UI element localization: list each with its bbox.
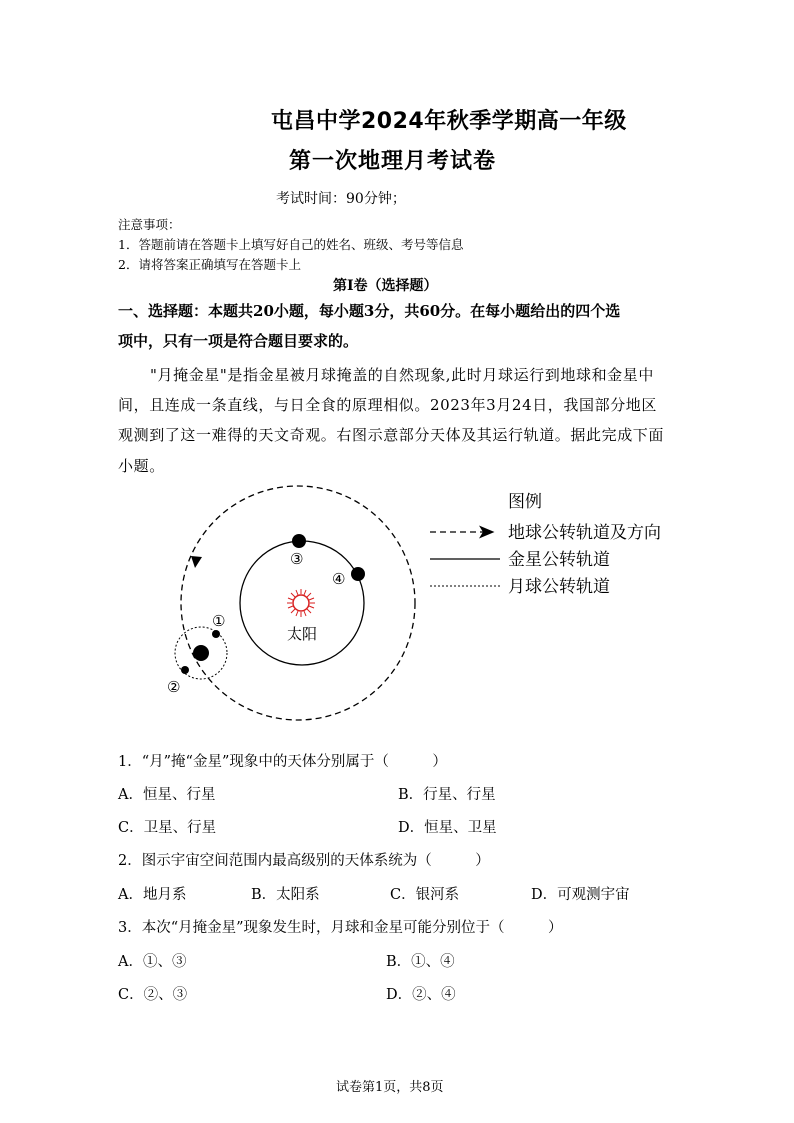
question-2-option-d: D．可观测宇宙 — [531, 887, 630, 903]
question-1-option-a: A．恒星、行星 — [118, 787, 216, 803]
marker-4: ④ — [332, 570, 346, 588]
passage-line3: 观测到了这一难得的天文奇观。右图示意部分天体及其运行轨道。据此完成下面 — [118, 426, 665, 444]
question-2-stem: 2．图示宇宙空间范围内最高级别的天体系统为（ ） — [118, 853, 490, 869]
exam-title-line2: 第一次地理月考试卷 — [289, 149, 497, 174]
passage-line1: "月掩金星"是指金星被月球掩盖的自然现象,此时月球运行到地球和金星中 — [150, 366, 654, 384]
question-1-stem: 1．“月”掩“金星”现象中的天体分别属于（ ） — [118, 754, 447, 770]
question-3-option-b: B．①、④ — [386, 954, 455, 970]
question-3-option-a: A．①、③ — [118, 954, 187, 970]
section-instruction-line2: 项中，只有一项是符合题目要求的。 — [118, 332, 359, 350]
moon-position-1 — [212, 630, 220, 638]
question-1-option-b: B．行星、行星 — [398, 787, 496, 803]
sun-label: 太阳 — [287, 625, 318, 643]
question-2-option-a: A．地月系 — [118, 887, 187, 903]
marker-1: ① — [212, 612, 226, 630]
page-footer: 试卷第1页，共8页 — [336, 1080, 444, 1095]
earth-orbit — [181, 486, 415, 720]
question-3-stem: 3．本次“月掩金星”现象发生时，月球和金星可能分别位于（ ） — [118, 920, 563, 936]
question-1-option-c: C．卫星、行星 — [118, 820, 217, 836]
legend-earth: 地球公转轨道及方向 — [508, 523, 661, 543]
legend-venus: 金星公转轨道 — [508, 550, 610, 570]
venus-position-3 — [292, 534, 306, 548]
notes-item-2: 2．请将答案正确填写在答题卡上 — [118, 257, 301, 272]
question-2-option-c: C．银河系 — [390, 887, 460, 903]
marker-3: ③ — [290, 550, 304, 568]
sun-icon — [287, 589, 315, 617]
section-title: 第I卷（选择题） — [333, 278, 438, 294]
exam-title-line1: 屯昌中学2024年秋季学期高一年级 — [271, 109, 627, 134]
exam-time: 考试时间：90分钟； — [276, 191, 406, 207]
marker-2: ② — [167, 678, 181, 696]
notes-item-1: 1．答题前请在答题卡上填写好自己的姓名、班级、考号等信息 — [118, 237, 464, 252]
legend-title: 图例 — [508, 492, 542, 512]
moon-position-2 — [181, 666, 189, 674]
passage-line4: 小题。 — [118, 457, 165, 475]
notes-heading: 注意事项： — [118, 217, 181, 232]
question-2-option-b: B．太阳系 — [251, 887, 320, 903]
earth-orbit-direction-arrow-icon — [191, 556, 202, 568]
question-3-option-d: D．②、④ — [386, 987, 456, 1003]
passage-line2: 间，且连成一条直线，与日全食的原理相似。2023年3月24日，我国部分地区 — [118, 396, 658, 414]
question-1-option-d: D．恒星、卫星 — [398, 820, 497, 836]
legend-moon: 月球公转轨道 — [508, 577, 610, 597]
earth — [193, 645, 209, 661]
section-instruction-line1: 一、选择题：本题共20小题，每小题3分，共60分。在每小题给出的四个选 — [118, 302, 621, 320]
question-3-option-c: C．②、③ — [118, 987, 188, 1003]
venus-position-4 — [351, 567, 365, 581]
